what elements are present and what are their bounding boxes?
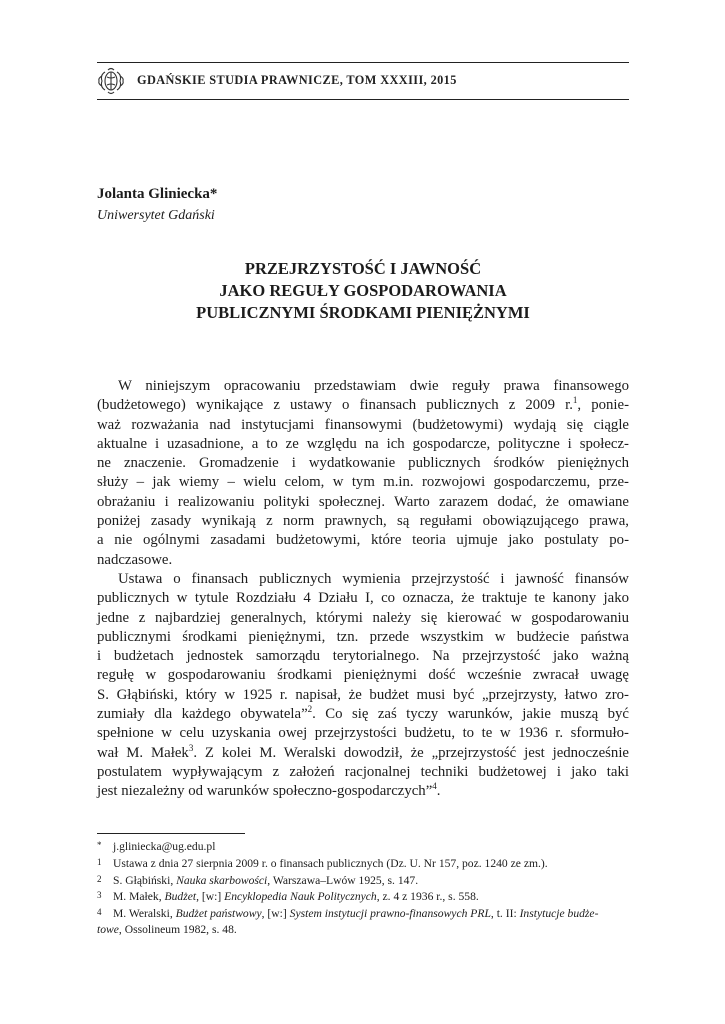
body-line: publicznych w tytule Rozdziału 4 Działu I, co oznacza, że traktuje te kanony jako bbox=[97, 590, 629, 607]
body-line: nadczasowe. bbox=[97, 551, 173, 568]
author-affiliation: Uniwersytet Gdański bbox=[97, 208, 215, 223]
body-line: publicznymi środkami pieniężnymi, tzn. przede wszystkim w budżecie państwa bbox=[97, 628, 629, 645]
article-title bbox=[97, 258, 629, 324]
body-line: poniżej zasady wynikają z norm prawnych, są regułami obowiązującego prawa, bbox=[97, 513, 629, 530]
body-line: obrażaniu i realizowaniu polityki społecznej. Warto zarazem dodać, że omawiane bbox=[97, 493, 629, 510]
body-line: (budżetowego) wynikające z ustawy o finansach publicznych z 2009 r.$^1$, ponie- bbox=[97, 395, 630, 414]
author-name: Jolanta Gliniecka* bbox=[97, 186, 218, 202]
article-body bbox=[97, 377, 629, 802]
footnote-author: * j.gliniecka@ug.edu.pl bbox=[97, 840, 216, 853]
body-line: regułę w gospodarowaniu środkami pieniężnymi dość wcześnie zwracał uwagę bbox=[97, 667, 629, 684]
body-line: i budżetach jednostek samorządu terytorialnego. Na przejrzystość jako ważną bbox=[97, 648, 629, 665]
body-line: Ustawa o finansach publicznych wymienia przejrzystość i jawność finansów bbox=[118, 570, 629, 587]
footnote-1: 1 Ustawa z dnia 27 sierpnia 2009 r. o finansach publicznych (Dz. U. Nr 157, poz. 1240 ze zm.). bbox=[97, 856, 548, 870]
body-line: wał M. Małek$^3$. Z kolei M. Weralski dowodził, że „przejrzystość jest jednocześnie bbox=[97, 742, 629, 761]
header-rule-top bbox=[97, 62, 629, 63]
body-line: S. Głąbiński, który w 1925 r. napisał, że budżet musi być „przejrzysty, łatwo zro- bbox=[97, 686, 629, 703]
footnote-separator bbox=[97, 833, 245, 834]
body-line: służy – jak wiemy – wielu celom, w tym m.in. rozwojowi gospodarczemu, prze- bbox=[97, 474, 629, 491]
university-crest-icon bbox=[96, 66, 126, 96]
body-line: postulatem wypływającym z założeń racjonalnej techniki budżetowej i jako taki bbox=[97, 763, 629, 780]
journal-header: GDAŃSKIE STUDIA PRAWNICZE, TOM XXXIII, 2015 bbox=[137, 73, 457, 87]
footnote-ref[interactable]: 4 bbox=[432, 781, 437, 792]
title-line: PRZEJRZYSTOŚĆ I JAWNOŚĆ bbox=[244, 259, 482, 278]
body-line: spełnione w celu uzyskania owej przejrzystości budżetu, to te w 1936 r. sformuło- bbox=[97, 725, 629, 742]
body-line: a nie ogólnymi zasadami budżetowymi, które teoria ujmuje jako postulaty po- bbox=[97, 532, 629, 549]
body-line: W niniejszym opracowaniu przedstawiam dwie reguły prawa finansowego bbox=[118, 378, 629, 394]
body-line: ne znaczenie. Gromadzenie i wydatkowanie publicznych środków pieniężnych bbox=[97, 455, 629, 472]
footnote-4: 4 M. Weralski, Budżet państwowy, [w:] System instytucji prawno-finansowych PRL, t. II: Instytucje budże- bbox=[97, 907, 599, 921]
body-line: zumiały dla każdego obywatela”$^2$. Co się zaś tyczy warunków, jakie muszą być bbox=[97, 704, 629, 723]
footnote-ref[interactable]: 3 bbox=[188, 742, 194, 753]
title-line: PUBLICZNYMI ŚRODKAMI PIENIĘŻNYMI bbox=[196, 303, 530, 322]
body-line: jedne z najbardziej generalnych, którymi należy się kierować w gospodarowaniu bbox=[97, 609, 629, 626]
footnote-4-continued: towe, Ossolineum 1982, s. 48. bbox=[97, 922, 237, 936]
header-rule-bottom bbox=[97, 99, 629, 100]
title-line: JAKO REGUŁY GOSPODAROWANIA bbox=[219, 281, 507, 300]
body-line: aktualne i uzasadnione, a to ze względu na ich gospodarcze, polityczne i społecz- bbox=[97, 435, 629, 452]
footnote-3: 3 M. Małek, Budżet, [w:] Encyklopedia Nauk Politycznych, z. 4 z 1936 r., s. 558. bbox=[97, 890, 479, 904]
footnotes bbox=[97, 838, 629, 938]
footnote-ref[interactable]: 2 bbox=[307, 704, 313, 715]
body-line: waż rozważania nad instytucjami finansowymi (budżetowymi) wydają się ciągle bbox=[97, 416, 629, 433]
body-line: jest niezależny od warunków społeczno-gospodarczych”$^4$. bbox=[97, 781, 441, 800]
footnote-ref[interactable]: 1 bbox=[572, 395, 578, 406]
footnote-2: 2 S. Głąbiński, Nauka skarbowości, Warszawa–Lwów 1925, s. 147. bbox=[97, 873, 419, 887]
